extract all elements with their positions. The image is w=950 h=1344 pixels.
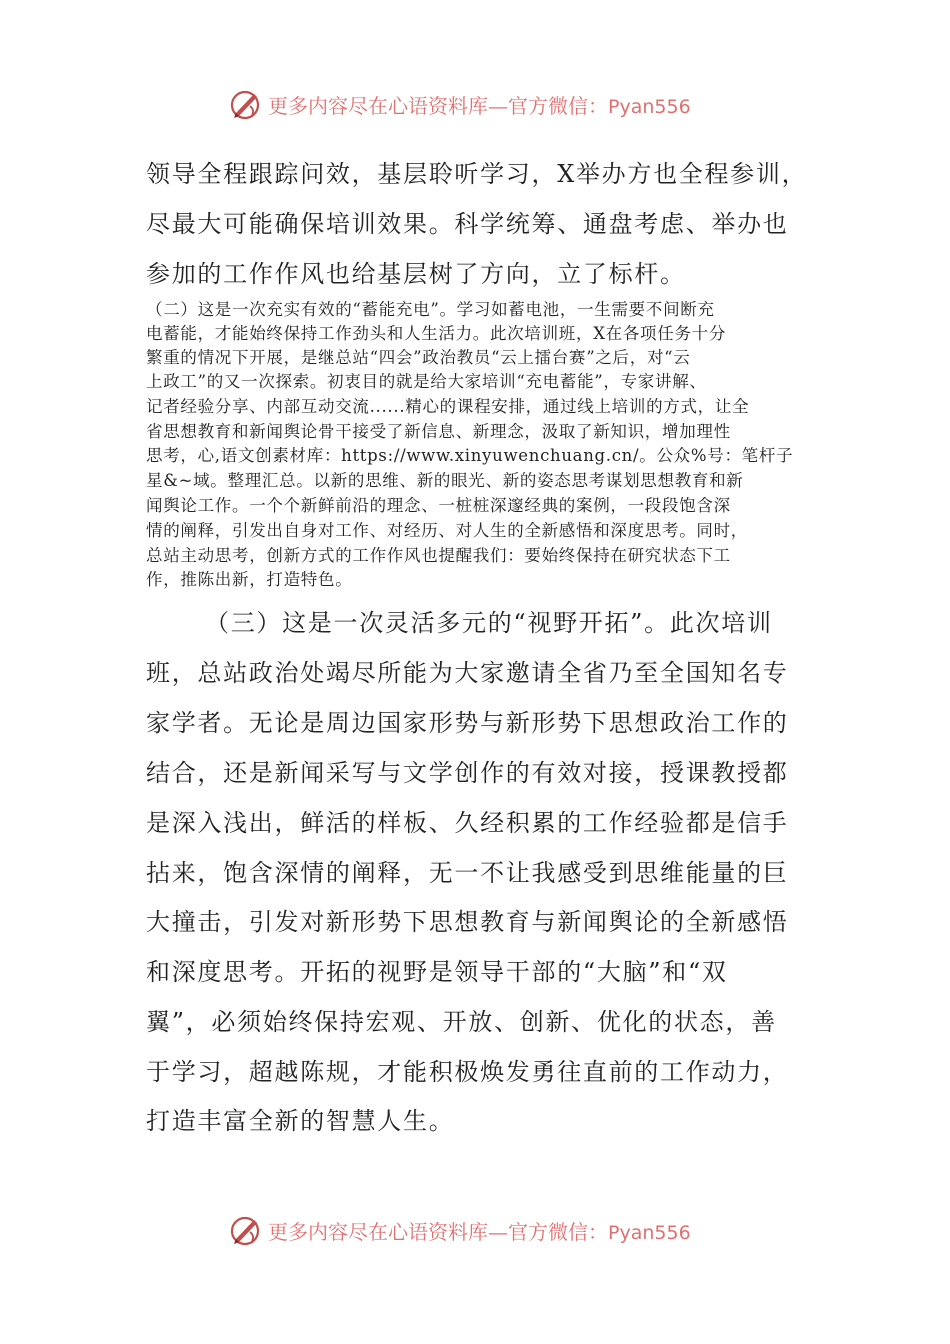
para1-line-2: 尽最大可能确保培训效果。科学统筹、通盘考虑、举办也 [146,210,789,238]
para2-line-2: 电蓄能，才能始终保持工作劲头和人生活力。此次培训班，X在各项任务十分 [146,324,727,343]
para3-line-8: 和深度思考。开拓的视野是领导干部的“大脑”和“双 [146,958,728,986]
para2-line-11: 总站主动思考，创新方式的工作作风也提醒我们：要始终保持在研究状态下工 [146,546,731,565]
para2-line-5: 记者经验分享、内部互动交流......精心的课程安排，通过线上培训的方式，让全 [146,397,750,416]
para3-line-9: 翼”，必须始终保持宏观、开放、创新、优化的状态，善 [146,1008,777,1036]
para3-line-1: （三）这是一次灵活多元的“视野开拓”。此次培训 [205,609,773,637]
wechat-id: Pyan556 [608,1221,691,1244]
para2-line-6: 省思想教育和新闻舆论骨干接受了新信息、新理念，汲取了新知识，增加理性 [146,422,731,441]
para2-line-3: 繁重的情况下开展，是继总站“四会”政治教员“云上擂台赛”之后，对“云 [146,348,691,367]
para3-line-5: 是深入浅出，鲜活的样板、久经积累的工作经验都是信手 [146,809,789,837]
para1-line-3: 参加的工作作风也给基层树了方向，立了标杆。 [146,260,686,288]
para1-line-1: 领导全程跟踪问效，基层聆听学习，X举办方也全程参训， [146,160,808,188]
para3-line-3: 家学者。无论是周边国家形势与新形势下思想政治工作的 [146,709,789,737]
pen-logo-icon [228,1212,264,1248]
para3-line-7: 大撞击，引发对新形势下思想教育与新闻舆论的全新感悟 [146,908,789,936]
para3-line-4: 结合，还是新闻采写与文学创作的有效对接，授课教授都 [146,759,789,787]
para3-line-10: 于学习，超越陈规，才能积极焕发勇往直前的工作动力， [146,1058,789,1086]
para2-line-8: 星&~域。整理汇总。以新的思维、新的眼光、新的姿态思考谋划思想教育和新 [146,471,744,490]
wechat-id: Pyan556 [608,95,691,118]
banner-text: 更多内容尽在心语资料库—官方微信：Pyan556 [268,93,691,118]
para2-line-12: 作，推陈出新，打造特色。 [146,570,353,589]
para3-line-6: 拈来，饱含深情的阐释，无一不让我感受到思维能量的巨 [146,859,789,887]
para2-line-1: （二）这是一次充实有效的“蓄能充电”。学习如蓄电池，一生需要不间断充 [146,300,715,319]
para2-line-9: 闻舆论工作。一个个新鲜前沿的理念、一桩桩深邃经典的案例，一段段饱含深 [146,496,731,515]
para3-line-11: 打造丰富全新的智慧人生。 [146,1107,455,1135]
pen-logo-icon [228,86,264,122]
footer-banner [0,1210,950,1250]
header-banner [0,84,950,124]
para2-line-7: 思考，心,语文创素材库：https://www.xinyuwenchuang.cn/。公众%号：笔杆子 [146,446,794,465]
banner-text: 更多内容尽在心语资料库—官方微信：Pyan556 [268,1219,691,1244]
para3-line-2: 班，总站政治处竭尽所能为大家邀请全省乃至全国知名专 [146,659,789,687]
para2-line-10: 情的阐释，引发出自身对工作、对经历、对人生的全新感悟和深度思考。同时， [146,521,748,540]
para2-line-4: 上政工”的又一次探索。初衷目的就是给大家培训“充电蓄能”，专家讲解、 [146,372,707,391]
